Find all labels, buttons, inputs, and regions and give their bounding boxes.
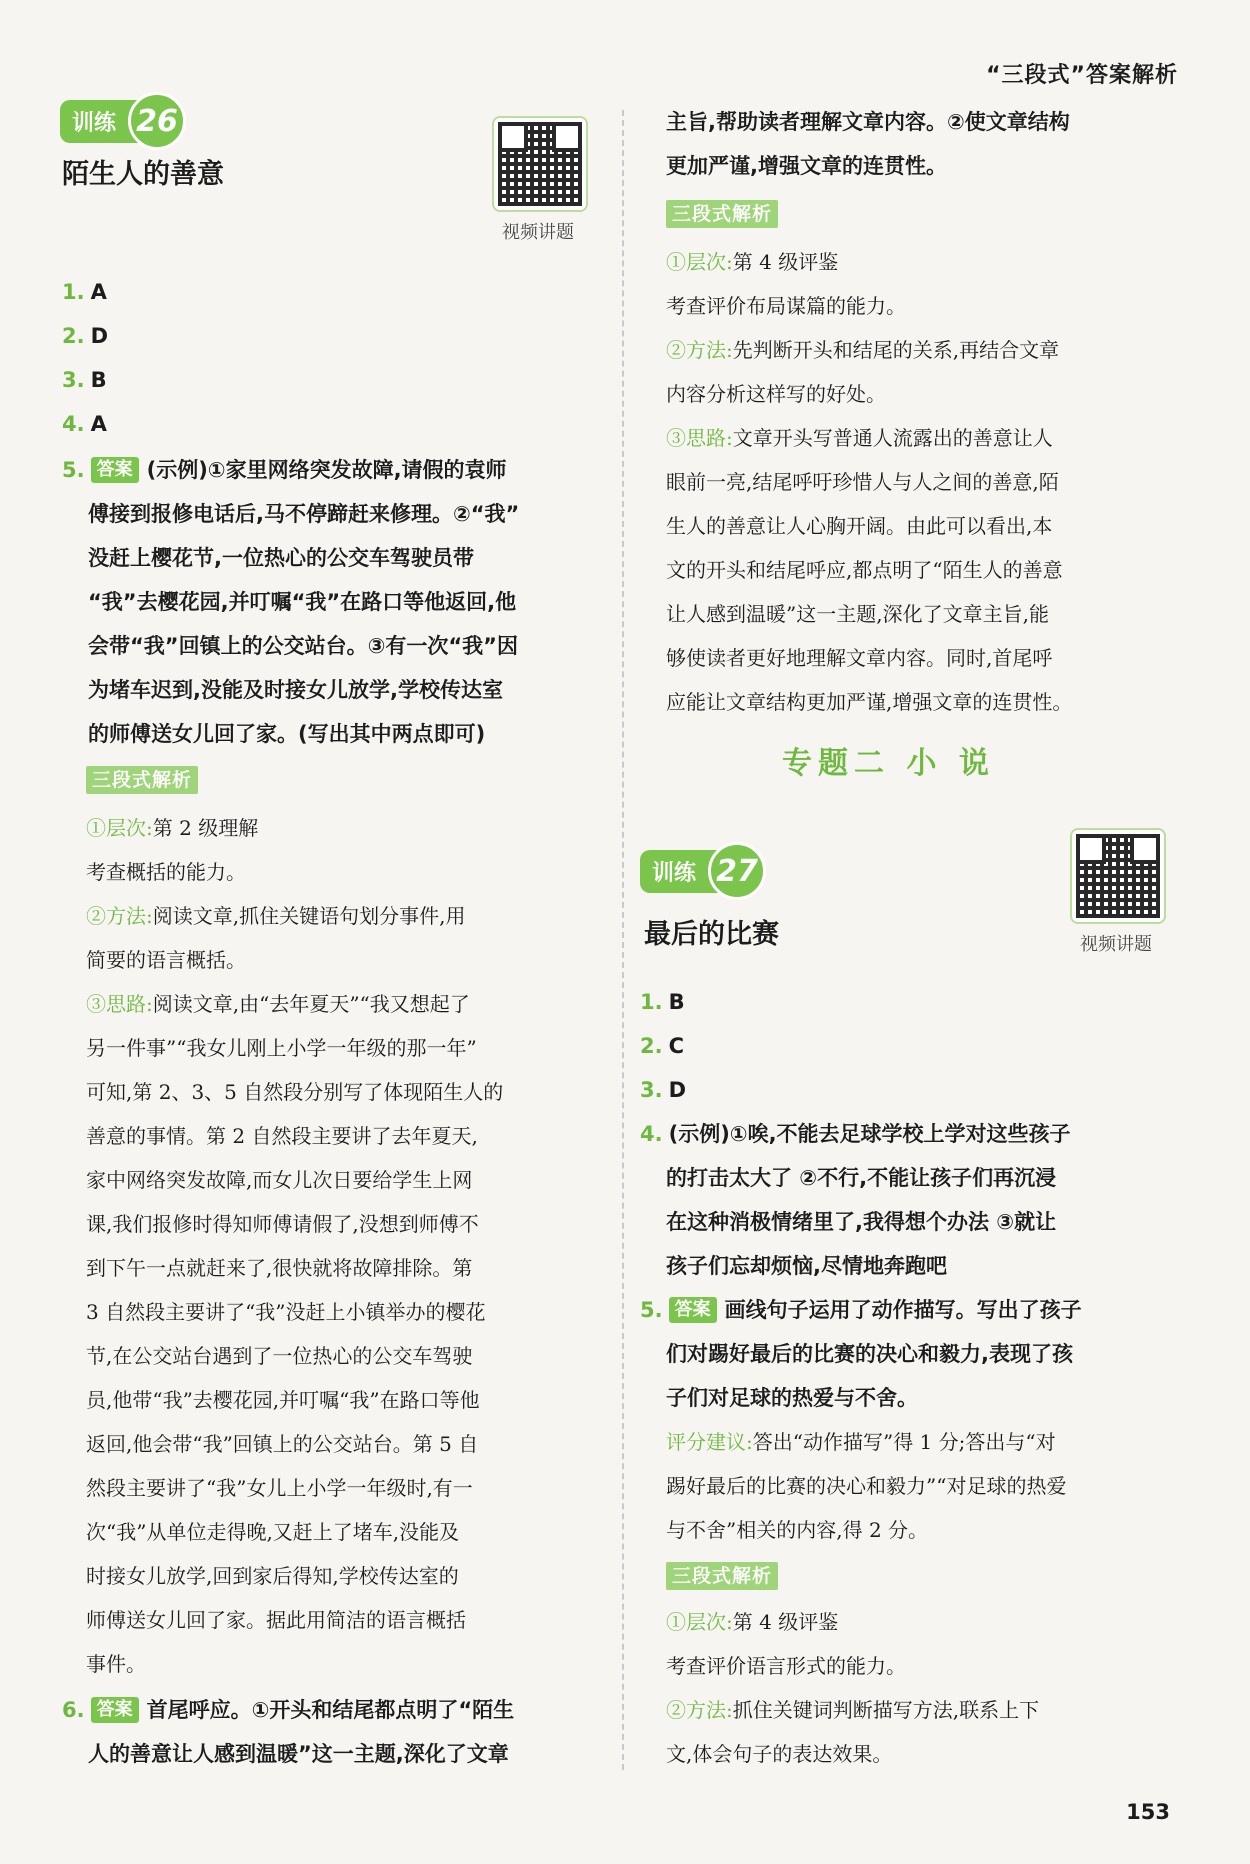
column-divider: [622, 110, 624, 1770]
answer-line: 傅接到报修电话后,马不停蹄赶来修理。②“我”: [88, 502, 520, 526]
think-line: 3 自然段主要讲了“我”没赶上小镇举办的樱花: [86, 1300, 486, 1324]
analysis-badge: 三段式解析: [666, 1562, 778, 1590]
score-line: 评分建议:答出“动作描写”得 1 分;答出与“对: [666, 1430, 1056, 1454]
think-line: ③思路:文章开头写普通人流露出的善意让人: [666, 426, 1053, 450]
level-line: ①层次:第 4 级评鉴: [666, 1610, 839, 1634]
analysis-badge: 三段式解析: [86, 766, 198, 794]
answer-line: 主旨,帮助读者理解文章内容。②使文章结构: [666, 110, 1070, 134]
think-line: 到下午一点就赶来了,很快就将故障排除。第: [86, 1256, 473, 1280]
qr-label: 视频讲题: [502, 222, 574, 243]
method-line: ②方法:先判断开头和结尾的关系,再结合文章: [666, 338, 1060, 362]
method-line: 内容分析这样写的好处。: [666, 382, 886, 406]
think-line: 次“我”从单位走得晚,又赶上了堵车,没能及: [86, 1520, 460, 1544]
think-line: 够使读者更好地理解文章内容。同时,首尾呼: [666, 646, 1053, 670]
training-tag-number: 26: [128, 92, 186, 150]
answer-badge: 答案: [91, 457, 139, 483]
score-line: 踢好最后的比赛的决心和毅力”“对足球的热爱: [666, 1474, 1067, 1498]
ability-line: 考查评价布局谋篇的能力。: [666, 294, 906, 318]
answer-item: 2. D: [62, 324, 109, 348]
ability-line: 考查概括的能力。: [86, 860, 246, 884]
answer-line: “我”去樱花园,并叮嘱“我”在路口等他返回,他: [88, 590, 517, 614]
qr-code-icon[interactable]: [1070, 828, 1166, 924]
answer-line: 的师傅送女儿回了家。(写出其中两点即可): [88, 722, 486, 746]
answer-item: 3. D: [640, 1078, 687, 1102]
level-line: ①层次:第 2 级理解: [86, 816, 259, 840]
score-line: 与不舍”相关的内容,得 2 分。: [666, 1518, 929, 1542]
method-line: 简要的语言概括。: [86, 948, 246, 972]
think-line: 善意的事情。第 2 自然段主要讲了去年夏天,: [86, 1124, 478, 1148]
training-tag-26: [60, 92, 186, 150]
think-line: 另一件事”“我女儿刚上小学一年级的那一年”: [86, 1036, 477, 1060]
topic-heading: 专题二 小 说: [782, 746, 995, 781]
answer-line: 子们对足球的热爱与不舍。: [666, 1386, 918, 1410]
answer-item: 1. B: [640, 990, 685, 1014]
answer-item: 4. A: [62, 412, 107, 436]
answer-item: 5. 答案 画线句子运用了动作描写。写出了孩子: [640, 1298, 1082, 1322]
answer-line: 的打击太大了 ②不行,不能让孩子们再沉浸: [666, 1166, 1057, 1190]
answer-line: 会带“我”回镇上的公交站台。③有一次“我”因: [88, 634, 518, 658]
section-title: 陌生人的善意: [62, 159, 224, 190]
training-tag-label: 训练: [640, 850, 730, 893]
answer-line: 人的善意让人感到温暖”这一主题,深化了文章: [88, 1742, 509, 1766]
analysis-badge: 三段式解析: [666, 200, 778, 228]
answer-line: 在这种消极情绪里了,我得想个办法 ③就让: [666, 1210, 1057, 1234]
answer-item: 1. A: [62, 280, 107, 304]
method-line: 文,体会句子的表达效果。: [666, 1742, 893, 1766]
answer-badge: 答案: [669, 1297, 717, 1323]
method-line: ②方法:抓住关键词判断描写方法,联系上下: [666, 1698, 1040, 1722]
think-line: 家中网络突发故障,而女儿次日要给学生上网: [86, 1168, 473, 1192]
think-line: 课,我们报修时得知师傅请假了,没想到师傅不: [86, 1212, 479, 1236]
think-line: ③思路:阅读文章,由“去年夏天”“我又想起了: [86, 992, 470, 1016]
think-line: 应能让文章结构更加严谨,增强文章的连贯性。: [666, 690, 1073, 714]
think-line: 让人感到温暖”这一主题,深化了文章主旨,能: [666, 602, 1049, 626]
think-line: 文的开头和结尾呼应,都点明了“陌生人的善意: [666, 558, 1063, 582]
answer-line: 为堵车迟到,没能及时接女儿放学,学校传达室: [88, 678, 503, 702]
training-tag-27: [640, 842, 766, 900]
training-tag-label: 训练: [60, 100, 150, 143]
think-line: 师傅送女儿回了家。据此用简洁的语言概括: [86, 1608, 466, 1632]
answer-item: 4. (示例)①唉,不能去足球学校上学对这些孩子: [640, 1122, 1071, 1146]
think-line: 可知,第 2、3、5 自然段分别写了体现陌生人的: [86, 1080, 504, 1104]
think-line: 然段主要讲了“我”女儿上小学一年级时,有一: [86, 1476, 473, 1500]
answer-item: 5. 答案 (示例)①家里网络突发故障,请假的袁师: [62, 458, 507, 482]
method-line: ②方法:阅读文章,抓住关键语句划分事件,用: [86, 904, 466, 928]
answer-item: 3. B: [62, 368, 107, 392]
think-line: 眼前一亮,结尾呼吁珍惜人与人之间的善意,陌: [666, 470, 1059, 494]
answer-badge: 答案: [91, 1697, 139, 1723]
training-tag-number: 27: [708, 842, 766, 900]
page-number: 153: [1126, 1800, 1170, 1824]
ability-line: 考查评价语言形式的能力。: [666, 1654, 906, 1678]
qr-label: 视频讲题: [1080, 934, 1152, 955]
answer-line: 孩子们忘却烦恼,尽情地奔跑吧: [666, 1254, 947, 1278]
level-line: ①层次:第 4 级评鉴: [666, 250, 839, 274]
answer-line: 们对踢好最后的比赛的决心和毅力,表现了孩: [666, 1342, 1073, 1366]
think-line: 返回,他会带“我”回镇上的公交站台。第 5 自: [86, 1432, 479, 1456]
think-line: 事件。: [86, 1652, 146, 1676]
answer-item: 2. C: [640, 1034, 685, 1058]
think-line: 时接女儿放学,回到家后得知,学校传达室的: [86, 1564, 459, 1588]
think-line: 生人的善意让人心胸开阔。由此可以看出,本: [666, 514, 1053, 538]
think-line: 员,他带“我”去樱花园,并叮嘱“我”在路口等他: [86, 1388, 480, 1412]
answer-line: 没赶上樱花节,一位热心的公交车驾驶员带: [88, 546, 474, 570]
think-line: 节,在公交站台遇到了一位热心的公交车驾驶: [86, 1344, 473, 1368]
running-header: “三段式”答案解析: [986, 63, 1178, 88]
qr-code-icon[interactable]: [492, 116, 588, 212]
answer-item: 6. 答案 首尾呼应。①开头和结尾都点明了“陌生: [62, 1698, 515, 1722]
section-title: 最后的比赛: [644, 919, 779, 950]
answer-line: 更加严谨,增强文章的连贯性。: [666, 154, 947, 178]
